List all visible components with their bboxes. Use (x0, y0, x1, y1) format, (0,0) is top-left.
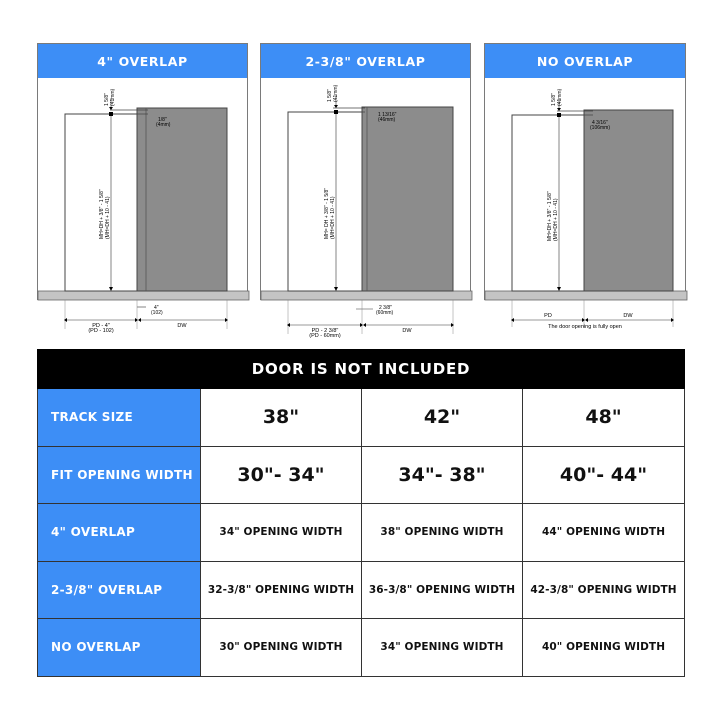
cell-value: 38" (201, 389, 362, 447)
diagram-2-3-8-overlap (260, 43, 471, 339)
height-formula: MH=DH + 3/8" - 1 5/8" (99, 189, 105, 239)
side-gap-label: 1 13/16" (378, 112, 397, 118)
cell-value: 34"- 38" (362, 446, 523, 504)
row-label: 4" OVERLAP (38, 504, 201, 562)
height-formula: MH= DH + 3/8" - 1 5/8" (324, 187, 330, 239)
track-size-table (37, 349, 685, 677)
door-diagram-svg (38, 44, 249, 344)
top-gap-mm-label: (41mm) (333, 84, 339, 102)
left-dim-label: PD - 4" (92, 323, 110, 329)
row-label: TRACK SIZE (38, 389, 201, 447)
door-diagram-svg (485, 44, 687, 344)
overlap-mm-label: (102) (151, 310, 163, 316)
top-gap-label: 1 5/8" (551, 93, 557, 106)
diagram-4in-overlap (37, 43, 248, 334)
sliding-door (584, 110, 673, 291)
table-title-row (38, 350, 685, 389)
cell-value: 42" (362, 389, 523, 447)
right-dim-label: DW (623, 313, 633, 319)
row-label: NO OVERLAP (38, 619, 201, 677)
height-formula-mm: (MH=DH + 10 - 41) (105, 196, 111, 239)
left-dim-mm-label: (PD - 102) (88, 328, 114, 334)
panel-title: NO OVERLAP (485, 44, 685, 78)
left-dim-mm-label: (PD - 60mm) (309, 333, 341, 339)
left-dim-label: PD - 2 3/8" (311, 328, 339, 334)
cell-value: 44" OPENING WIDTH (523, 504, 685, 562)
door-diagram-svg (261, 44, 472, 344)
cell-value: 32-3/8" OPENING WIDTH (201, 561, 362, 619)
cell-value: 36-3/8" OPENING WIDTH (362, 561, 523, 619)
left-dim-label: PD (544, 313, 552, 319)
height-formula-mm: (MH=DH + 10 - 41) (553, 198, 559, 241)
row-label: 2-3/8" OVERLAP (38, 561, 201, 619)
table-row-fit-opening-width (38, 446, 685, 504)
table-row-4in-overlap (38, 504, 685, 562)
table-row-track-size (38, 389, 685, 447)
row-label: FIT OPENING WIDTH (38, 446, 201, 504)
table-title: DOOR IS NOT INCLUDED (38, 350, 685, 389)
cell-value: 30"- 34" (201, 446, 362, 504)
panel-title: 2-3/8" OVERLAP (261, 44, 470, 78)
table-row-no-overlap (38, 619, 685, 677)
cell-value: 38" OPENING WIDTH (362, 504, 523, 562)
side-gap-mm-label: (46mm) (378, 117, 396, 123)
cell-value: 42-3/8" OPENING WIDTH (523, 561, 685, 619)
cell-value: 30" OPENING WIDTH (201, 619, 362, 677)
cell-value: 34" OPENING WIDTH (362, 619, 523, 677)
table-row-2-3-8-overlap (38, 561, 685, 619)
sliding-door (362, 107, 453, 291)
side-gap-mm-label: (4mm) (156, 122, 171, 128)
right-dim-label: DW (402, 328, 412, 334)
overlap-label: 4" (154, 305, 159, 311)
right-dim-label: DW (177, 323, 187, 329)
side-gap-label: 1/8" (158, 117, 167, 123)
top-gap-label: 1 5/8" (104, 93, 110, 106)
top-gap-label: 1 5/8" (327, 89, 333, 102)
sliding-door (137, 108, 227, 291)
panel-title: 4" OVERLAP (38, 44, 247, 78)
cell-value: 34" OPENING WIDTH (201, 504, 362, 562)
side-gap-mm-label: (106mm) (590, 125, 611, 131)
floor-strip (38, 291, 249, 300)
side-gap-label: 4 3/16" (592, 120, 608, 126)
cell-value: 40"- 44" (523, 446, 685, 504)
fully-open-note: The door opening is fully open (548, 324, 622, 330)
overlap-label: 2 3/8" (379, 305, 392, 311)
floor-strip (261, 291, 472, 300)
cell-value: 48" (523, 389, 685, 447)
floor-strip (485, 291, 687, 300)
cell-value: 40" OPENING WIDTH (523, 619, 685, 677)
height-formula-mm: (MH=DH + 10 - 41) (330, 196, 336, 239)
top-gap-mm-label: (41mm) (110, 88, 116, 106)
overlap-mm-label: (60mm) (376, 310, 394, 316)
top-gap-mm-label: (41mm) (557, 88, 563, 106)
height-formula: MH=DH + 3/8" - 1 5/8" (547, 191, 553, 241)
diagram-no-overlap (484, 43, 686, 330)
